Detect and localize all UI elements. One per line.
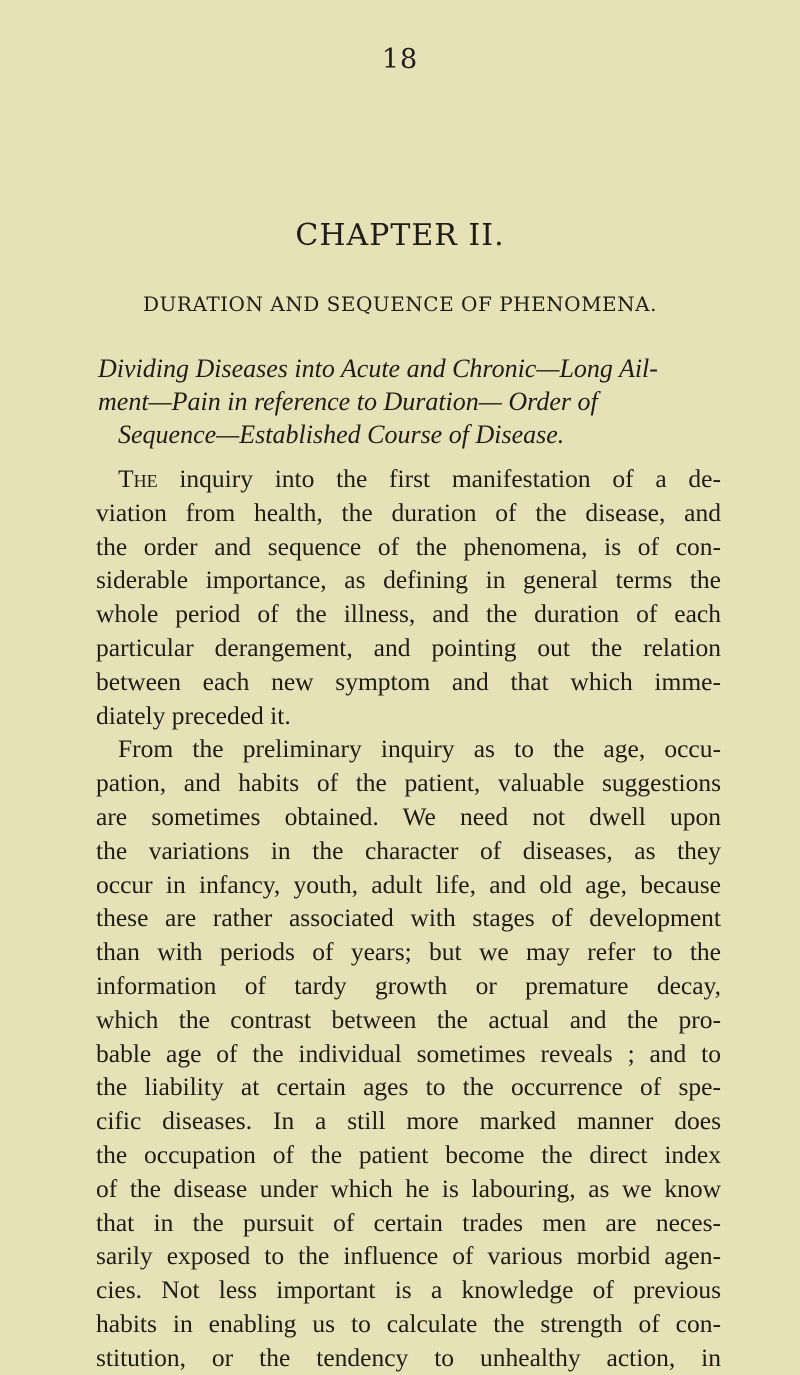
paragraph-line bbox=[96, 462, 721, 496]
paragraph-line: the variations in the character of diseases, as they bbox=[96, 835, 721, 865]
paragraph-line: that in the pursuit of certain trades men are neces- bbox=[96, 1207, 721, 1237]
paragraph-line: information of tardy growth or premature decay, bbox=[96, 970, 721, 1000]
page-number: 18 bbox=[381, 44, 419, 75]
paragraph-line: particular derangement, and pointing out the relation bbox=[96, 632, 721, 662]
chapter-subtitle: DURATION AND SEQUENCE OF PHENOMENA. bbox=[143, 292, 657, 316]
paragraph-line: bable age of the individual sometimes reveals ; and to bbox=[96, 1038, 721, 1068]
body-text bbox=[96, 462, 721, 1375]
paragraph-line: occur in infancy, youth, adult life, and old age, because bbox=[96, 869, 721, 899]
paragraph-line: diately preceded it. bbox=[96, 700, 291, 730]
paragraph-line: the occupation of the patient become the direct index bbox=[96, 1139, 721, 1169]
paragraph-line: are sometimes obtained. We need not dwell upon bbox=[96, 801, 721, 831]
paragraph-line: between each new symptom and that which imme- bbox=[96, 666, 721, 696]
paragraph-line: the order and sequence of the phenomena, is of con- bbox=[96, 531, 721, 561]
paragraph-line: whole period of the illness, and the duration of each bbox=[96, 599, 721, 629]
paragraph-line: viation from health, the duration of the disease, and bbox=[96, 497, 721, 527]
paragraph-line: cies. Not less important is a knowledge of previous bbox=[96, 1275, 721, 1305]
paragraph-line: stitution, or the tendency to unhealthy action, in bbox=[96, 1342, 721, 1372]
paragraph-line: the liability at certain ages to the occurrence of spe- bbox=[96, 1072, 721, 1102]
synopsis-line: Dividing Diseases into Acute and Chronic—Long Ail- bbox=[98, 354, 658, 383]
chapter-synopsis bbox=[98, 352, 718, 451]
paragraph-line: of the disease under which he is labouring, as we know bbox=[96, 1173, 721, 1203]
paragraph-line: From the preliminary inquiry as to the age, occu- bbox=[118, 734, 721, 764]
synopsis-line: Sequence—Established Course of Disease. bbox=[118, 420, 565, 449]
chapter-title: CHAPTER II. bbox=[295, 218, 505, 253]
paragraph-line: siderable importance, as defining in general terms the bbox=[96, 565, 721, 595]
paragraph-line: than with periods of years; but we may refer to the bbox=[96, 937, 721, 967]
paragraph-line: pation, and habits of the patient, valuable suggestions bbox=[96, 768, 721, 798]
paragraph-line: habits in enabling us to calculate the strength of con- bbox=[96, 1308, 721, 1338]
paragraph-line-text: inquiry into the first manifestation of a de- bbox=[157, 464, 721, 493]
paragraph-lead-word: The bbox=[118, 464, 158, 493]
paragraph-line: these are rather associated with stages of development bbox=[96, 903, 721, 933]
paragraph-line: sarily exposed to the influence of various morbid agen- bbox=[96, 1241, 721, 1271]
paragraph-line: cific diseases. In a still more marked manner does bbox=[96, 1106, 721, 1136]
synopsis-line: ment—Pain in reference to Duration— Order of bbox=[98, 387, 598, 416]
paragraph-line: which the contrast between the actual and the pro- bbox=[96, 1004, 721, 1034]
